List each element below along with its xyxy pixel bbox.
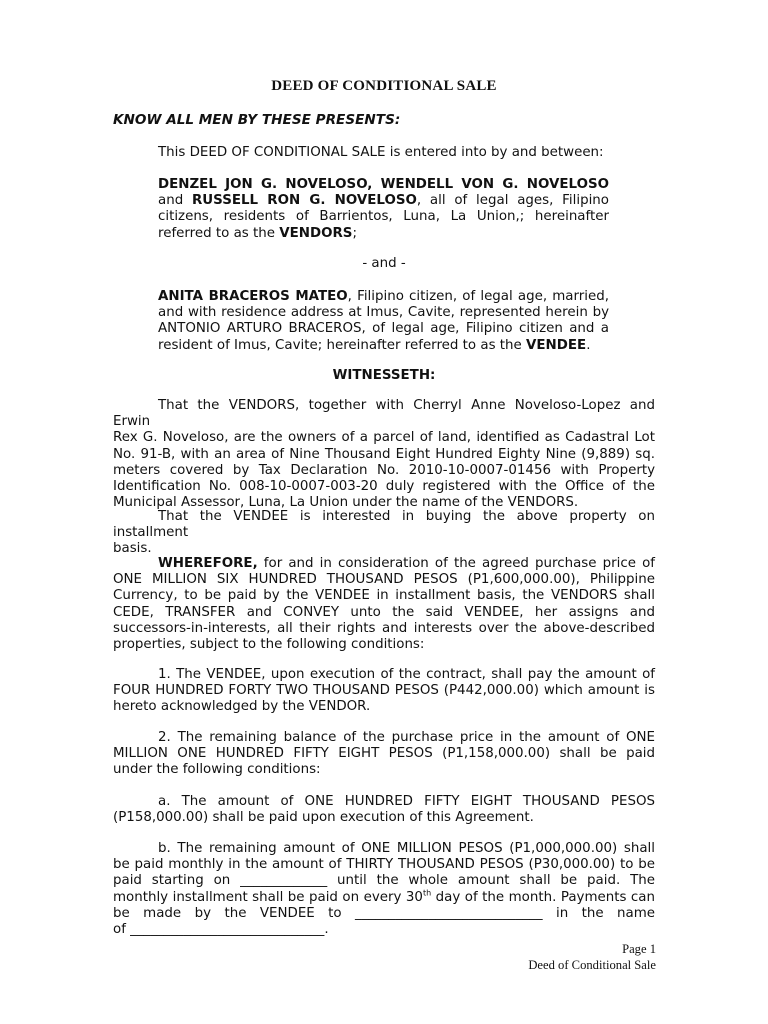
vendors-paragraph: [113, 177, 609, 242]
vendors-line: citizens, residents of Barrientos, Luna, La Union,; hereinafter: [158, 209, 609, 225]
vendors-line: referred to as the VENDORS;: [158, 225, 357, 241]
condition-b-line: monthly installment shall be paid on every 30th day of the month. Payments can: [113, 888, 655, 905]
separator-and: - and -: [362, 256, 406, 271]
document-title: DEED OF CONDITIONAL SALE: [271, 78, 497, 94]
witnesseth-heading: WITNESSETH:: [332, 368, 436, 383]
condition-2: [113, 730, 655, 779]
interest-paragraph: [113, 509, 655, 558]
owners-line: Municipal Assessor, Luna, La Union under the name of the VENDORS.: [113, 495, 579, 511]
condition-b-line: be paid monthly in the amount of THIRTY THOUSAND PESOS (P30,000.00) to be: [113, 857, 655, 873]
footer-page-number: Page 1: [622, 942, 656, 956]
condition-a: [113, 794, 655, 826]
condition-1-line: FOUR HUNDRED FORTY TWO THOUSAND PESOS (P442,000.00) which amount is: [113, 683, 655, 699]
condition-a-line: (P158,000.00) shall be paid upon execution of this Agreement.: [113, 810, 534, 826]
wherefore-line: successors-in-interests, all their rights and interests over the above-described: [113, 620, 655, 636]
wherefore-line: properties, subject to the following conditions:: [113, 637, 425, 653]
wherefore-line: CEDE, TRANSFER and CONVEY unto the said VENDEE, her assigns and: [113, 604, 655, 620]
vendee-line: and with residence address at Imus, Cavite, represented herein by: [158, 305, 609, 321]
owners-line: meters covered by Tax Declaration No. 2010-10-0007-01456 with Property: [113, 462, 655, 478]
owners-line: No. 91-B, with an area of Nine Thousand Eight Hundred Eighty Nine (9,889) sq.: [113, 446, 655, 462]
condition-b-line: of _____________________________.: [113, 922, 329, 938]
document-page: [113, 0, 655, 1024]
condition-2-line: MILLION ONE HUNDRED FIFTY EIGHT PESOS (P1,158,000.00) shall be paid: [113, 746, 655, 762]
wherefore-line: ONE MILLION SIX HUNDRED THOUSAND PESOS (P1,600,000.00), Philippine: [113, 572, 655, 588]
interest-line: basis.: [113, 541, 152, 557]
owners-line: Identification No. 008-10-0007-003-20 duly registered with the Office of the: [113, 479, 655, 495]
condition-1-line: hereto acknowledged by the VENDOR.: [113, 699, 371, 715]
condition-2-line: under the following conditions:: [113, 762, 321, 778]
vendee-line: ANITA BRACEROS MATEO, Filipino citizen, of legal age, married,: [158, 289, 610, 304]
owners-line: Rex G. Noveloso, are the owners of a parcel of land, identified as Cadastral Lot: [113, 430, 655, 446]
wherefore-line: Currency, to be paid by the VENDEE in installment basis, the VENDORS shall: [113, 588, 655, 604]
condition-1: [113, 667, 655, 716]
vendee-paragraph: [113, 289, 609, 354]
intro-text: This DEED OF CONDITIONAL SALE is entered into by and between:: [158, 145, 604, 160]
page-footer: [356, 941, 656, 973]
vendee-line: ANTONIO ARTURO BRACEROS, of legal age, Filipino citizen and a: [158, 321, 609, 337]
wherefore-line: WHEREFORE, for and in consideration of the agreed purchase price of: [158, 556, 655, 571]
condition-b-line: b. The remaining amount of ONE MILLION PESOS (P1,000,000.00) shall: [158, 841, 655, 856]
vendee-line: resident of Imus, Cavite; hereinafter referred to as the VENDEE.: [158, 337, 591, 353]
condition-b-line: paid starting on _____________ until the whole amount shall be paid. The: [113, 873, 655, 889]
wherefore-paragraph: [113, 556, 655, 653]
vendors-line: and RUSSELL RON G. NOVELOSO, all of legal ages, Filipino: [158, 193, 609, 209]
vendors-line: DENZEL JON G. NOVELOSO, WENDELL VON G. NOVELOSO: [158, 177, 609, 192]
owners-line: That the VENDORS, together with Cherryl Anne Noveloso-Lopez and Erwin: [113, 398, 655, 430]
interest-line: That the VENDEE is interested in buying the above property on installment: [113, 509, 655, 541]
condition-a-line: a. The amount of ONE HUNDRED FIFTY EIGHT THOUSAND PESOS: [158, 794, 655, 809]
document-subtitle: KNOW ALL MEN BY THESE PRESENTS:: [113, 112, 401, 128]
condition-1-line: 1. The VENDEE, upon execution of the contract, shall pay the amount of: [158, 667, 655, 682]
owners-paragraph: [113, 398, 655, 511]
intro-paragraph: [113, 145, 609, 161]
footer-document-name: Deed of Conditional Sale: [528, 958, 656, 972]
condition-2-line: 2. The remaining balance of the purchase price in the amount of ONE: [158, 730, 655, 745]
condition-b-line: be made by the VENDEE to ____________________________ in the name: [113, 905, 655, 921]
condition-b: [113, 841, 655, 938]
